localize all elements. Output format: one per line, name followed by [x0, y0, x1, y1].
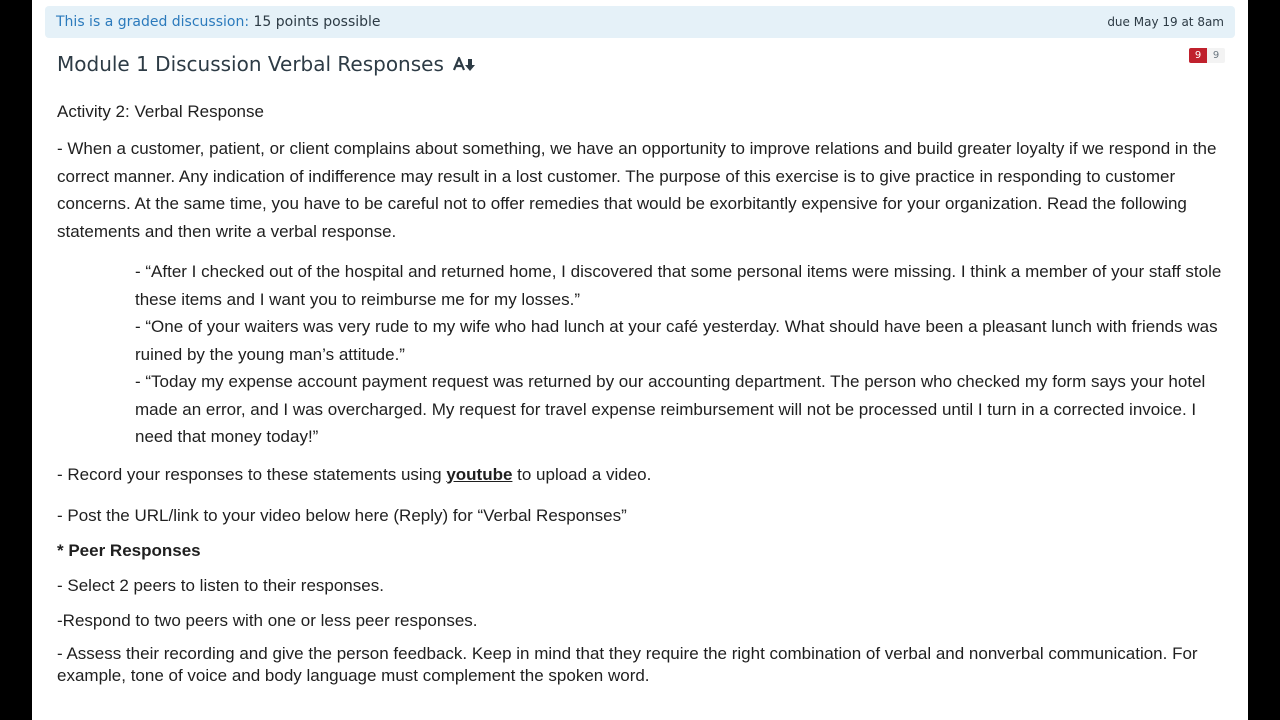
post-instruction: - Post the URL/link to your video below here (Reply) for “Verbal Responses” — [57, 505, 627, 525]
reply-count-badges — [1189, 48, 1225, 63]
page-title: Module 1 Discussion Verbal Responses — [57, 52, 444, 76]
peer-assess-instruction: - Assess their recording and give the person feedback. Keep in mind that they require the right combination of verbal and nonverbal communication. For example, tone of voice and body language must complement the spoken word. — [57, 643, 1198, 685]
unread-count-badge: 9 — [1189, 48, 1207, 63]
title-row — [57, 52, 477, 76]
graded-discussion-banner — [45, 6, 1235, 38]
record-prefix: - Record your responses to these statements using — [57, 464, 447, 484]
intro-paragraph: - When a customer, patient, or client complains about something, we have an opportunity to improve relations and build greater loyalty if we respond in the correct manner. Any indication of indifference may result in a lost customer. The purpose of this exercise is to give practice in responding to customer concerns. At the same time, you have to be careful not to offer remedies that would be exorbitantly expensive for your organization. Read the following statements and then write a verbal response. — [57, 139, 1217, 241]
statement-item: - “Today my expense account payment request was returned by our accounting department. The person who checked my form says your hotel made an error, and I was overcharged. My request for travel expense reimbursement will not be processed until I turn in a corrected invoice. I need that money today!” — [135, 372, 1206, 446]
statement-item: - “One of your waiters was very rude to my wife who had lunch at your café yesterday. What should have been a pleasant lunch with friends was ruined by the young man’s attitude.” — [135, 317, 1218, 364]
record-suffix: to upload a video. — [512, 464, 652, 484]
total-count-badge: 9 — [1207, 48, 1225, 63]
discussion-page — [32, 0, 1248, 720]
graded-info — [56, 14, 381, 30]
peer-responses-heading: * Peer Responses — [57, 540, 201, 560]
statement-item: - “After I checked out of the hospital and returned home, I discovered that some personal items were missing. I think a member of your staff stole these items and I want you to reimburse me for my losses.” — [135, 262, 1222, 309]
statements-list — [57, 258, 1227, 451]
youtube-link[interactable]: youtube — [446, 464, 513, 484]
discussion-body — [57, 98, 1227, 687]
translate-icon[interactable] — [453, 54, 477, 74]
points-possible: 15 points possible — [253, 14, 381, 30]
due-date: due May 19 at 8am — [1107, 15, 1224, 29]
activity-heading: Activity 2: Verbal Response — [57, 102, 264, 121]
peer-select-instruction: - Select 2 peers to listen to their responses. — [57, 575, 384, 595]
peer-respond-instruction: -Respond to two peers with one or less peer responses. — [57, 610, 478, 630]
record-instruction — [57, 462, 1227, 488]
graded-label: This is a graded discussion: — [56, 14, 250, 30]
